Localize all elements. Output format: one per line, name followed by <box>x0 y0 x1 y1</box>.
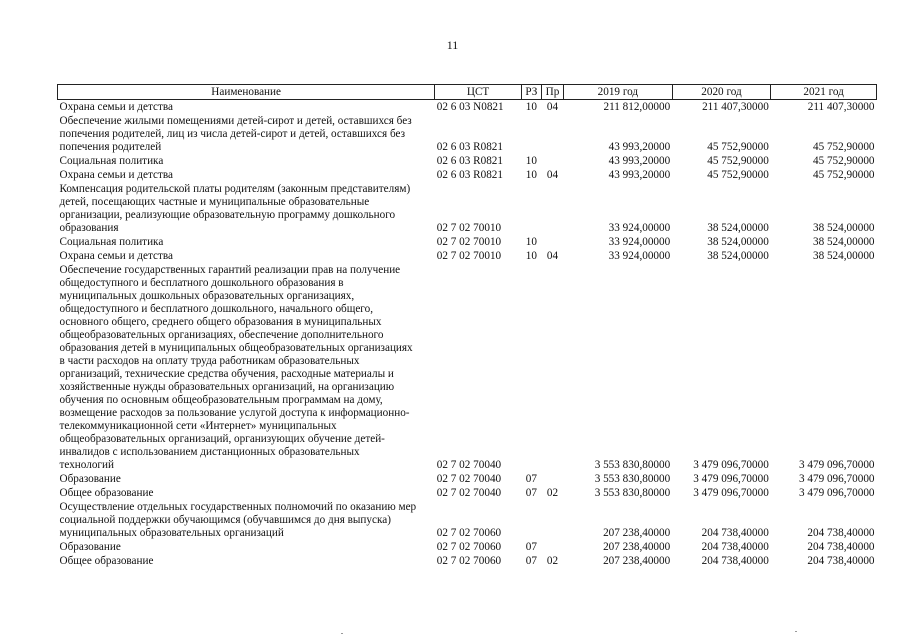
row-value-2021: 3 479 096,70000 <box>798 459 875 471</box>
row-rz <box>521 114 541 154</box>
row-value-2021: 3 479 096,70000 <box>798 473 875 485</box>
table-row <box>58 249 877 263</box>
row-value-2019: 43 993,20000 <box>608 169 671 181</box>
table-row <box>58 554 877 568</box>
row-value-2020: 211 407,30000 <box>702 101 769 113</box>
row-value-2020: 45 752,90000 <box>707 155 769 167</box>
row-name: Компенсация родительской платы родителям (законным представителям) детей, посещающих частные и муниципальные образовательные организации, реализующие образовательную программу дошкольного образования <box>59 183 411 234</box>
row-cst: 02 6 03 R0821 <box>436 169 503 181</box>
row-pr <box>541 182 563 235</box>
row-rz <box>521 182 541 235</box>
row-value-2021: 204 738,40000 <box>807 527 875 539</box>
row-name: Обеспечение жилыми помещениями детей-сирот и детей, оставшихся без попечения родителей, лиц из числа детей-сирот и детей, оставшихся без попечения родителей <box>59 115 412 153</box>
table-row <box>58 500 877 540</box>
row-name: Охрана семьи и детства <box>59 101 173 113</box>
row-cst: 02 6 03 R0821 <box>436 141 503 153</box>
row-name: Общее образование <box>59 555 154 567</box>
row-cst: 02 7 02 70040 <box>436 473 502 485</box>
row-value-2020: 38 524,00000 <box>707 222 769 234</box>
table-row <box>58 168 877 182</box>
row-rz <box>521 263 541 472</box>
row-value-2020: 204 738,40000 <box>701 541 769 553</box>
row-value-2021: 204 738,40000 <box>807 541 875 553</box>
row-cst: 02 7 02 70060 <box>436 555 502 567</box>
row-pr <box>541 472 563 486</box>
row-rz: 10 <box>525 101 537 113</box>
row-name: Обеспечение государственных гарантий реализации прав на получение общедоступного и бесплатного дошкольного образования в муниципальных дошкольных образовательных организациях, общедоступного и бесплатного дошкольного, начального общего, основного общего, среднего общего образования в муниципальных общеобразовательных организациях, обеспечение дополнительного образования детей в муниципальных общеобразовательных организациях в части расходов на оплату труда работникам образовательных организаций, технические средства обучения, расходные материалы и хозяйственные нужды образовательных организаций, на организацию обучения по основным общеобразовательным программам на дому, возмещение расходов за пользование услугой доступа к информационно-телекоммуникационной сети «Интернет» муниципальных общеобразовательных организаций, организующих обучение детей-инвалидов с использованием дистанционных образовательных технологий <box>59 264 413 471</box>
row-value-2021: 38 524,00000 <box>812 250 875 262</box>
row-rz: 10 <box>525 250 537 262</box>
row-cst: 02 6 03 R0821 <box>436 155 503 167</box>
row-pr <box>541 154 563 168</box>
row-value-2021: 45 752,90000 <box>812 141 875 153</box>
row-pr <box>541 235 563 249</box>
row-cst: 02 6 03 N0821 <box>436 101 504 113</box>
scan-speck <box>341 633 343 634</box>
header-2020: 2020 год <box>672 85 771 100</box>
row-pr: 04 <box>546 101 559 113</box>
header-pr: Пр <box>541 85 563 100</box>
row-cst: 02 7 02 70040 <box>436 459 502 471</box>
scan-speck <box>795 631 797 632</box>
row-value-2021: 38 524,00000 <box>812 236 875 248</box>
header-2019: 2019 год <box>564 85 673 100</box>
row-value-2021: 45 752,90000 <box>812 169 875 181</box>
row-value-2020: 204 738,40000 <box>701 527 769 539</box>
row-pr: 02 <box>546 555 559 567</box>
row-value-2020: 3 479 096,70000 <box>693 473 769 485</box>
table-row <box>58 235 877 249</box>
row-rz: 10 <box>525 155 537 167</box>
table-row <box>58 472 877 486</box>
header-2021: 2021 год <box>771 85 877 100</box>
row-name: Осуществление отдельных государственных полномочий по оказанию мер социальной поддержки обучающимся (обучавшимся до дня выпуска) муниципальных образовательных организаций <box>59 501 417 539</box>
row-pr: 04 <box>546 250 559 262</box>
row-rz: 07 <box>525 487 537 499</box>
header-cst: ЦСТ <box>435 85 522 100</box>
row-value-2020: 38 524,00000 <box>707 250 769 262</box>
row-value-2021: 3 479 096,70000 <box>798 487 875 499</box>
table-row <box>58 114 877 154</box>
row-rz: 07 <box>525 555 537 567</box>
row-name: Охрана семьи и детства <box>59 169 173 181</box>
row-cst: 02 7 02 70010 <box>436 250 502 262</box>
row-pr <box>541 540 563 554</box>
row-value-2019: 3 553 830,80000 <box>594 459 671 471</box>
row-pr <box>541 500 563 540</box>
row-pr: 04 <box>546 169 559 181</box>
table-row <box>58 540 877 554</box>
budget-table <box>57 84 877 568</box>
row-cst: 02 7 02 70010 <box>436 222 502 234</box>
table-row <box>58 100 877 115</box>
row-rz <box>521 500 541 540</box>
header-rz: РЗ <box>521 85 541 100</box>
row-value-2019: 207 238,40000 <box>603 555 671 567</box>
table-header-row <box>58 85 877 100</box>
row-value-2019: 207 238,40000 <box>603 527 671 539</box>
header-name: Наименование <box>58 85 435 100</box>
row-value-2020: 45 752,90000 <box>707 169 769 181</box>
row-value-2020: 204 738,40000 <box>701 555 769 567</box>
row-value-2019: 3 553 830,80000 <box>594 473 671 485</box>
row-value-2019: 43 993,20000 <box>608 141 671 153</box>
row-value-2021: 38 524,00000 <box>812 222 875 234</box>
row-value-2019: 33 924,00000 <box>608 236 671 248</box>
row-cst: 02 7 02 70060 <box>436 527 502 539</box>
row-name: Социальная политика <box>59 155 164 167</box>
row-value-2019: 207 238,40000 <box>603 541 671 553</box>
row-value-2019: 3 553 830,80000 <box>594 487 671 499</box>
row-rz: 07 <box>525 473 537 485</box>
row-rz: 07 <box>525 541 537 553</box>
row-value-2019: 33 924,00000 <box>608 222 671 234</box>
row-rz: 10 <box>525 236 537 248</box>
row-value-2019: 43 993,20000 <box>608 155 671 167</box>
page-number: 11 <box>446 38 459 52</box>
table-row <box>58 486 877 500</box>
row-name: Общее образование <box>59 487 154 499</box>
row-value-2020: 3 479 096,70000 <box>693 487 769 499</box>
row-value-2021: 211 407,30000 <box>807 101 875 113</box>
row-cst: 02 7 02 70040 <box>436 487 502 499</box>
row-pr <box>541 263 563 472</box>
row-name: Социальная политика <box>59 236 164 248</box>
row-value-2019: 33 924,00000 <box>608 250 671 262</box>
row-cst: 02 7 02 70010 <box>436 236 502 248</box>
row-value-2021: 204 738,40000 <box>807 555 875 567</box>
row-value-2019: 211 812,00000 <box>603 101 671 113</box>
row-value-2021: 45 752,90000 <box>812 155 875 167</box>
table-row <box>58 263 877 472</box>
row-value-2020: 45 752,90000 <box>707 141 769 153</box>
row-name: Образование <box>59 541 121 553</box>
row-pr: 02 <box>546 487 559 499</box>
table-row <box>58 182 877 235</box>
row-cst: 02 7 02 70060 <box>436 541 502 553</box>
row-rz: 10 <box>525 169 537 181</box>
table-row <box>58 154 877 168</box>
row-value-2020: 3 479 096,70000 <box>693 459 769 471</box>
row-name: Охрана семьи и детства <box>59 250 173 262</box>
row-pr <box>541 114 563 154</box>
row-name: Образование <box>59 473 121 485</box>
row-value-2020: 38 524,00000 <box>707 236 769 248</box>
